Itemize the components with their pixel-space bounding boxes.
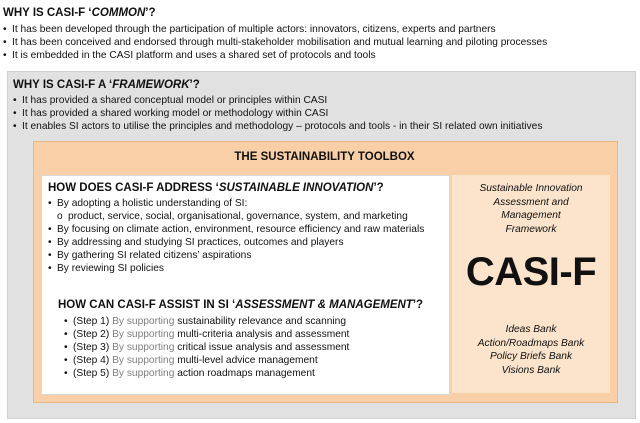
framework-bullet: • It enables SI actors to utilise the principles and methodology – protocols and tools - in their SI related own initiatives <box>13 120 542 133</box>
address-bullet: • By focusing on climate action, environment, resource efficiency and raw materials <box>48 223 424 236</box>
toolbox-title: THE SUSTAINABILITY TOOLBOX <box>234 151 415 163</box>
assist-step: • (Step 1) By supporting sustainability relevance and scanning <box>64 315 423 328</box>
address-bullet: • By reviewing SI policies <box>48 262 424 275</box>
side-banks <box>452 323 610 377</box>
side-framework-label: Sustainable Innovation Assessment and Management Framework <box>479 183 583 235</box>
common-bullet: • It has been developed through the participation of multiple actors: innovators, citizens, experts and partners <box>3 23 547 36</box>
address-bullet: • By gathering SI related citizens’ aspirations <box>48 249 424 262</box>
bank-item: Action/Roadmaps Bank <box>477 337 585 349</box>
assist-step: • (Step 4) By supporting multi-level advice management <box>64 354 423 367</box>
bank-item: Ideas Bank <box>505 324 557 335</box>
framework-section <box>13 78 542 133</box>
framework-bullet: • It has provided a shared working model or methodology within CASI <box>13 107 542 120</box>
common-bullet: • It has been conceived and endorsed through multi-stakeholder mobilisation and mutual learning and piloting processes <box>3 36 547 49</box>
assist-section <box>58 298 423 380</box>
assist-step: • (Step 5) By supporting action roadmaps management <box>64 367 423 380</box>
address-bullet: • By addressing and studying SI practices, outcomes and players <box>48 236 424 249</box>
bank-item: Policy Briefs Bank <box>489 351 573 362</box>
address-title: HOW DOES CASI-F ADDRESS ‘SUSTAINABLE INNOVATION’? <box>48 182 384 194</box>
assist-step: • (Step 3) By supporting critical issue analysis and assessment <box>64 341 423 354</box>
assist-step: • (Step 2) By supporting multi-criteria analysis and assessment <box>64 328 423 341</box>
common-title: WHY IS CASI-F ‘COMMON’? <box>3 7 156 19</box>
address-bullet: • By adopting a holistic understanding of SI: <box>48 197 424 210</box>
address-sub-bullet: o product, service, social, organisational, governance, system, and marketing <box>57 211 408 222</box>
common-section <box>3 6 547 62</box>
framework-title: WHY IS CASI-F A ‘FRAMEWORK’? <box>13 79 200 91</box>
bank-item: Visions Bank <box>501 364 561 376</box>
framework-bullet: • It has provided a shared conceptual model or principles within CASI <box>13 94 542 107</box>
common-bullet: • It is embedded in the CASI platform and uses a shared set of protocols and tools <box>3 49 547 62</box>
assist-title: HOW CAN CASI-F ASSIST IN SI ‘ASSESSMENT & MANAGEMENT’? <box>58 299 424 311</box>
address-section <box>48 181 424 275</box>
casi-f-logo-text: CASI-F <box>465 250 597 294</box>
